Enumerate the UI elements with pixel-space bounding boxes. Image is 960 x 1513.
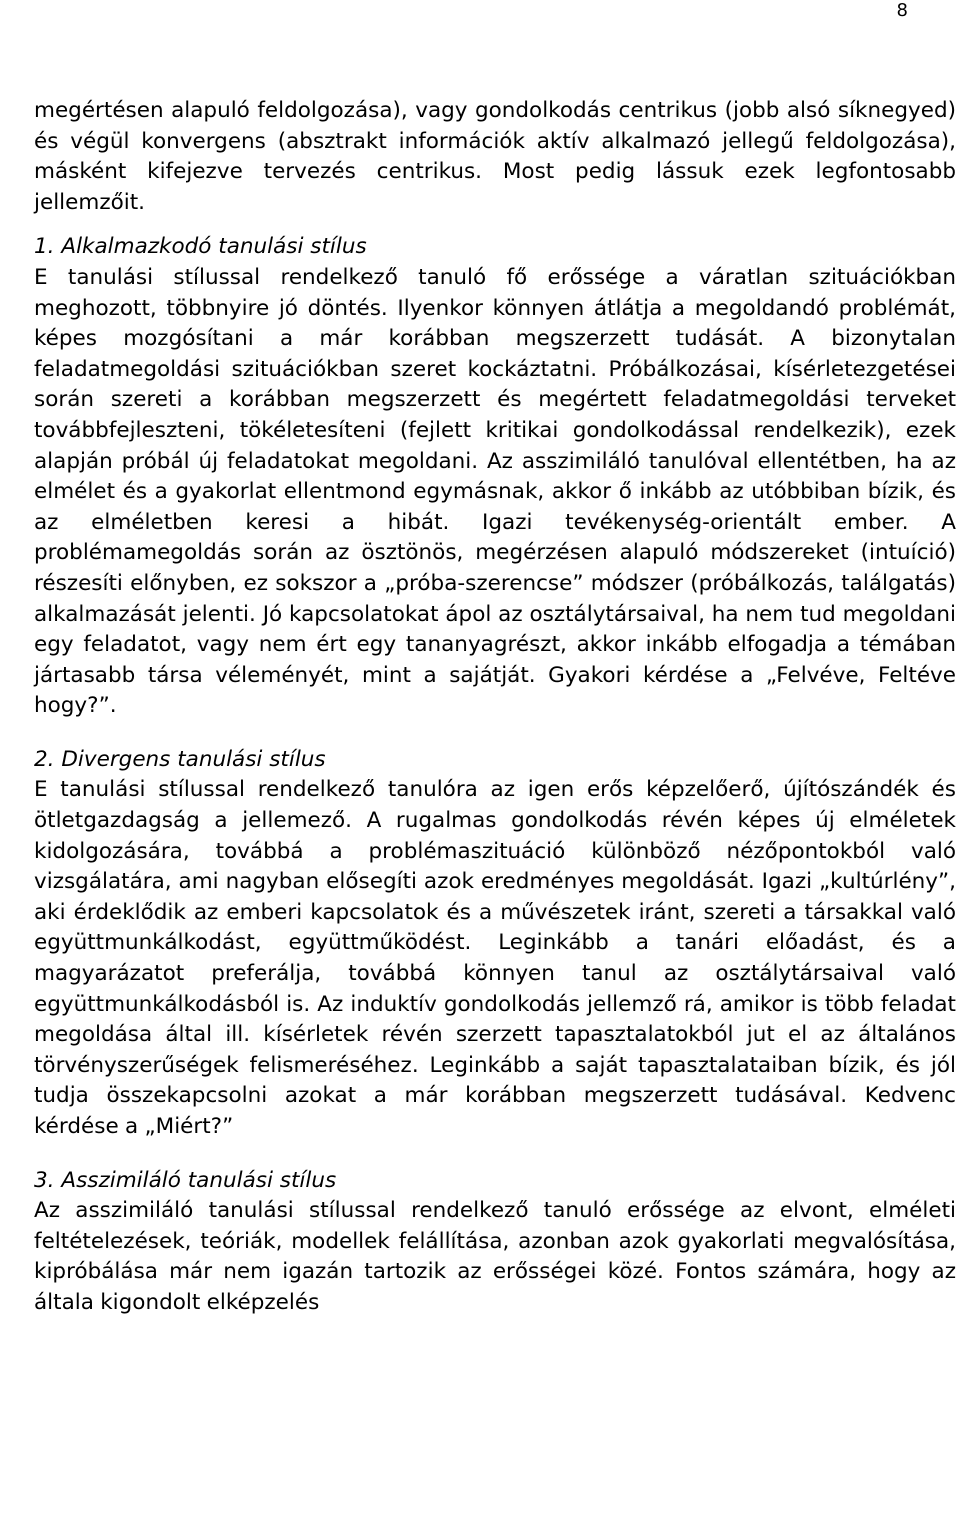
section-body: E tanulási stílussal rendelkező tanulóra az igen erős képzelőerő, újítószándék és ötletgazdagság a jellemező. A rugalmas gondolkodás révén képes új elméletek kidolgozására, továbbá a problémaszituáció különböző nézőpontokból való vizsgálatára, ami nagyban elősegíti azok eredményes megoldását. Igazi „kultúrlény”, aki érdeklődik az emberi kapcsolatok és a művészetek iránt, szereti a társakkal való együttmunkálkodást, együttműködést. Leginkább a tanári előadást, és a magyarázatot preferálja, továbbá könnyen tanul az osztálytársaival való együttmunkálkodásból is. Az induktív gondolkodás jellemző rá, amikor is több feladat megoldása által ill. kísérletek révén szerzett tapasztalatokból jut el az általános törvényszerűségek felismeréséhez. Leginkább a saját tapasztalataiban bízik, és jól tudja összekapcsolni azokat a már korábban megszerzett tudásával. Kedvenc kérdése a „Miért?” [34,777,956,1139]
section-number: 1. [34,234,55,260]
section-body: E tanulási stílussal rendelkező tanuló fő erőssége a váratlan szituációkban meghozott, többnyire jó döntés. Ilyenkor könnyen átlátja a megoldandó problémát, képes mozgósítani a már korábban megszerzett tudását. A bizonytalan feladatmegoldási szituációkban szeret kockáztatni. Próbálkozásai, kísérletezgetései során szereti a korábban megszerzett és megértett feladatmegoldási terveket továbbfejleszteni, tökéletesíteni (fejlett kritikai gondolkodással rendelkezik), ezek alapján próbál új feladatokat megoldani. Az asszimiláló tanulóval ellentétben, ha az elmélet és a gyakorlat ellentmond egymásnak, akkor ő inkább az utóbbiban bízik, és az elméletben keresi a hibát. Igazi tevékenység-orientált ember. A problémamegoldás során az ösztönös, megérzésen alapuló módszereket (intuíció) részesíti előnyben, ez sokszor a „próba-szerencse” módszer (próbálkozás, találgatás) alkalmazását jelenti. Jó kapcsolatokat ápol az osztálytársaival, ha nem tud megoldani egy feladatot, vagy nem ért egy tananyagrészt, akkor inkább elfogadja a témában jártasabb társa véleményét, mint a sajátját. Gyakori kérdése a „Felvéve, Feltéve hogy?”. [34,264,956,719]
section-body: Az asszimiláló tanulási stílussal rendelkező tanuló erőssége az elvont, elméleti feltételezések, teóriák, modellek felállítása, azonban azok gyakorlati megvalósítása, kipróbálása már nem igazán tartozik az erősségei közé. Fontos számára, hogy az általa kigondolt elképzelés [34,1198,956,1315]
section-heading [34,1166,956,1197]
page-number: 8 [896,0,908,21]
intro-paragraph: megértésen alapuló feldolgozása), vagy gondolkodás centrikus (jobb alsó síknegyed) és végül konvergens (absztrakt információk aktív alkalmazó jellegű feldolgozása), másként kifejezve tervezés centrikus. Most pedig lássuk ezek legfontosabb jellemzőit. [34,98,956,215]
section-heading [34,232,956,263]
section-title: Divergens tanulási stílus [61,746,326,772]
spacer [34,218,956,232]
section-divergens [34,745,956,1143]
section-number: 2. [34,746,55,772]
section-title: Asszimiláló tanulási stílus [61,1167,337,1193]
section-asszimilalo [34,1166,956,1319]
document-body [34,96,956,1319]
section-title: Alkalmazkodó tanulási stílus [61,234,367,260]
section-alkalmazkodo [34,232,956,722]
section-heading [34,745,956,776]
spacer [34,1143,956,1166]
section-number: 3. [34,1167,55,1193]
spacer [34,722,956,745]
